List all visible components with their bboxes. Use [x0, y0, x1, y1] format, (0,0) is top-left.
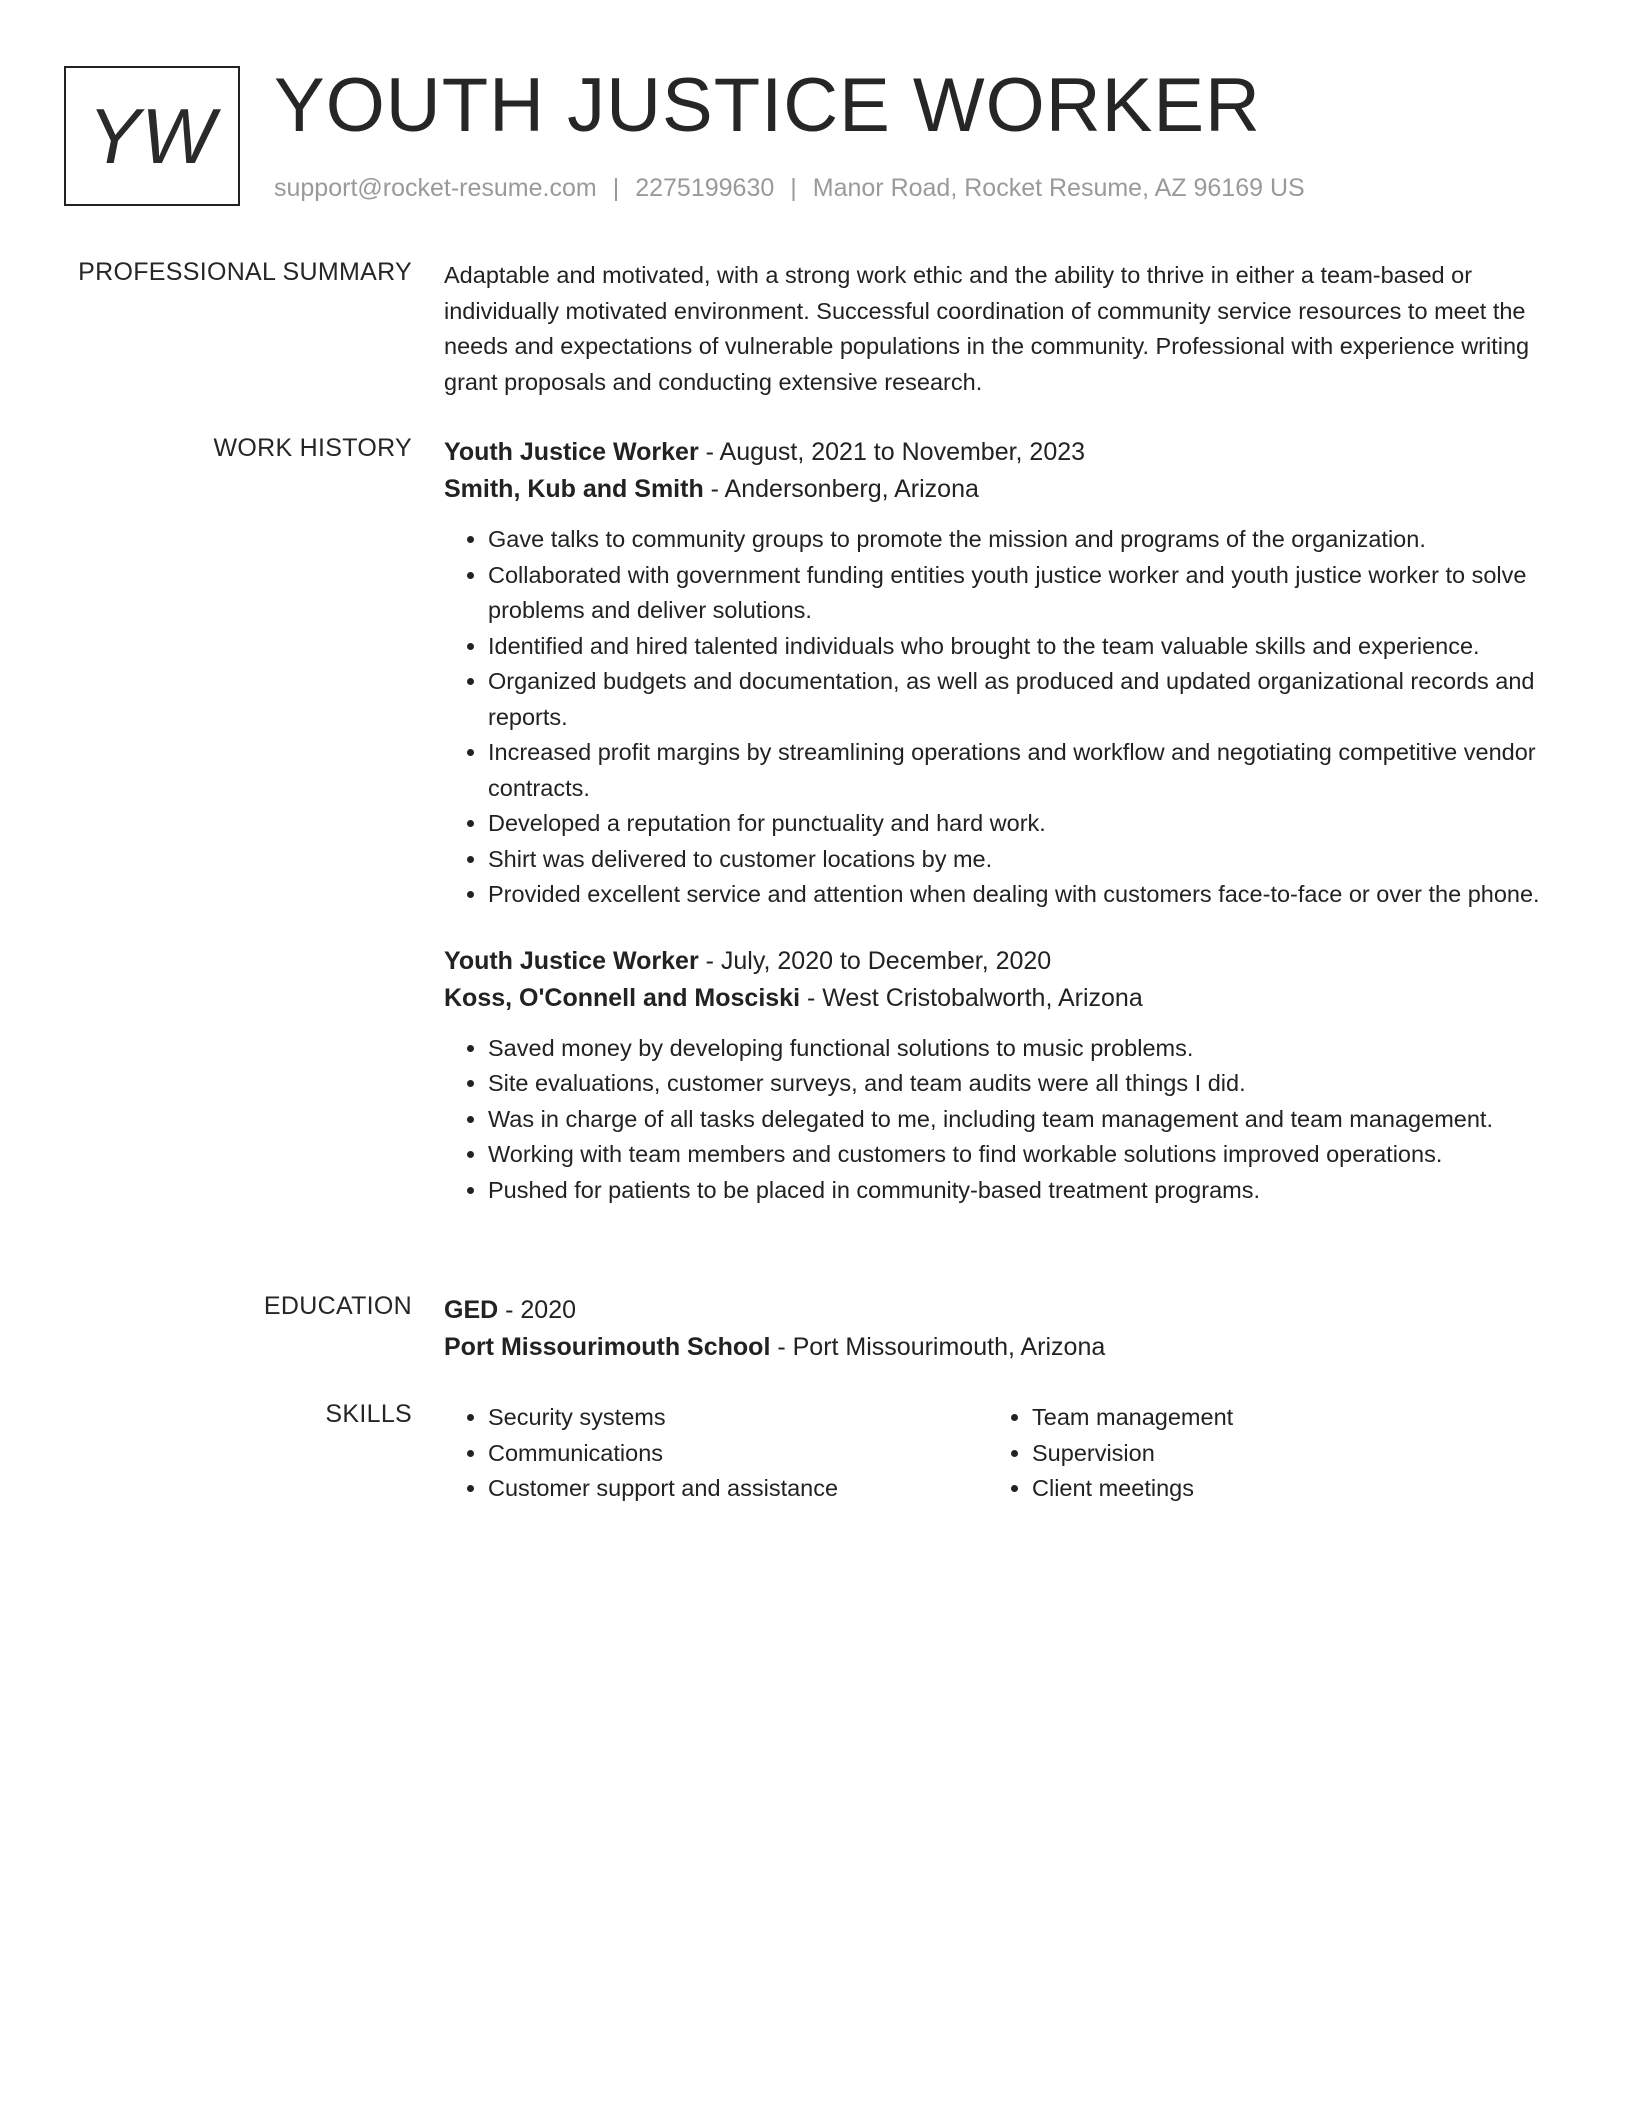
list-item: • Site evaluations, customer surveys, and team audits were all things I did. — [488, 1066, 1564, 1102]
list-item: • Supervision — [1032, 1436, 1532, 1472]
skills-label: SKILLS — [325, 1400, 412, 1428]
job-title-line — [444, 943, 1564, 980]
summary-label: PROFESSIONAL SUMMARY — [78, 258, 412, 286]
contact-separator: | — [790, 174, 797, 202]
job-title: Youth Justice Worker — [444, 438, 699, 466]
education-degree: GED — [444, 1296, 499, 1324]
education-location: - Port Missourimouth, Arizona — [770, 1333, 1106, 1361]
education-content — [444, 1292, 1564, 1366]
job-location: - West Cristobalworth, Arizona — [800, 983, 1143, 1012]
list-item: • Identified and hired talented individuals who brought to the team valuable skills and experience. — [488, 629, 1564, 665]
list-item: • Developed a reputation for punctuality and hard work. — [488, 806, 1564, 842]
list-item: • Client meetings — [1032, 1471, 1532, 1507]
list-item: • Organized budgets and documentation, as well as produced and updated organizational records and reports. — [488, 664, 1564, 735]
job-company: Smith, Kub and Smith — [444, 475, 704, 503]
list-item: • Provided excellent service and attention when dealing with customers face-to-face or over the phone. — [488, 877, 1564, 913]
job-bullets — [444, 1031, 1564, 1209]
education-school-line — [444, 1329, 1564, 1366]
contact-separator: | — [612, 174, 620, 202]
list-item: • Working with team members and customers to find workable solutions improved operations. — [488, 1137, 1564, 1173]
list-item: • Collaborated with government funding entities youth justice worker and youth justice worker to solve problems and deliver solutions. — [488, 558, 1564, 629]
list-item: • Was in charge of all tasks delegated to me, including team management and team management. — [488, 1102, 1564, 1138]
contact-address: Manor Road, Rocket Resume, AZ 96169 US — [812, 174, 1305, 202]
job-entry — [444, 943, 1564, 1209]
job-title-line — [444, 434, 1564, 471]
contact-email: support@rocket-resume.com — [274, 174, 597, 202]
education-label: EDUCATION — [263, 1292, 412, 1320]
contact-phone: 2275199630 — [635, 174, 775, 202]
list-item: • Team management — [1032, 1400, 1532, 1436]
list-item: • Customer support and assistance — [488, 1471, 988, 1507]
skills-list-right — [988, 1400, 1532, 1507]
list-item: • Communications — [488, 1436, 988, 1472]
list-item: • Pushed for patients to be placed in community-based treatment programs. — [488, 1173, 1564, 1209]
skills-content — [444, 1400, 1564, 1507]
job-location: - Andersonberg, Arizona — [703, 475, 979, 503]
list-item: • Gave talks to community groups to promote the mission and programs of the organization. — [488, 522, 1564, 558]
job-dates: - August, 2021 to November, 2023 — [698, 438, 1086, 466]
job-bullets — [444, 522, 1564, 913]
job-title: Youth Justice Worker — [444, 946, 699, 975]
education-year: - 2020 — [498, 1296, 577, 1324]
education-school: Port Missourimouth School — [444, 1333, 771, 1361]
resume-header — [64, 64, 1572, 212]
work-history-label: WORK HISTORY — [213, 434, 412, 462]
list-item: • Saved money by developing functional solutions to music problems. — [488, 1031, 1564, 1067]
summary-content — [444, 258, 1564, 400]
monogram-box — [64, 66, 240, 206]
education-degree-line — [444, 1292, 1564, 1329]
job-company: Koss, O'Connell and Mosciski — [444, 983, 801, 1012]
job-dates: - July, 2020 to December, 2020 — [698, 946, 1052, 975]
work-history-content — [444, 434, 1564, 1208]
job-company-line — [444, 471, 1564, 508]
page-title: YOUTH JUSTICE WORKER — [274, 63, 1261, 148]
job-company-line — [444, 980, 1564, 1017]
monogram-initials: YW — [88, 91, 216, 180]
contact-line — [274, 174, 1305, 203]
list-item: • Shirt was delivered to customer locations by me. — [488, 842, 1564, 878]
summary-text: Adaptable and motivated, with a strong work ethic and the ability to thrive in either a team-based or individually motivated environment. Successful coordination of community service resources to meet the needs and expectations of vulnerable populations in the community. Professional with experience writing grant proposals and conducting extensive research. — [444, 262, 1530, 395]
list-item: • Increased profit margins by streamlining operations and workflow and negotiating competitive vendor contracts. — [488, 735, 1564, 806]
list-item: • Security systems — [488, 1400, 988, 1436]
skills-list-left — [444, 1400, 988, 1507]
job-entry — [444, 434, 1564, 913]
